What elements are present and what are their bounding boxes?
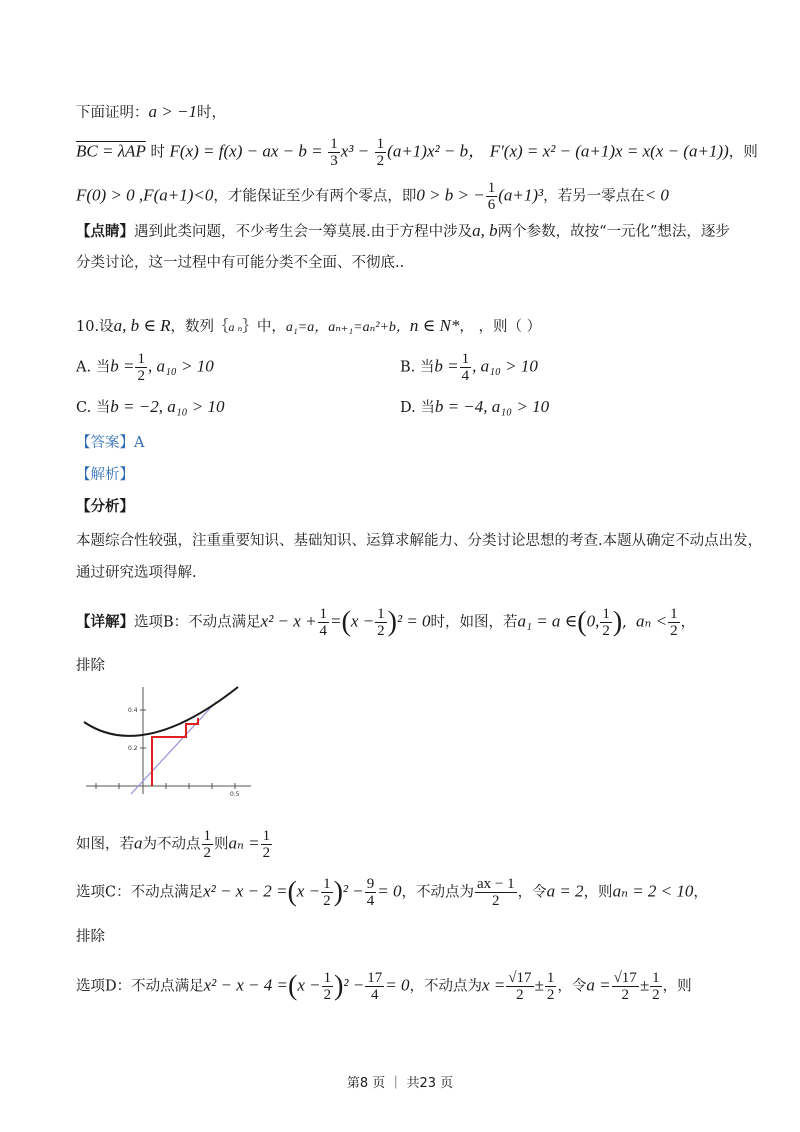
proof-intro: 下面证明：a > −1时， [76, 102, 226, 121]
detail-option-b: 【详解】选项B：不动点满足x² − x + $\frac{1}{4}$ =(x − $\frac{1}{2}$ )² = 0时，如图，若a₁ = a ∈(0, $\frac{1}{2}$ ), aₙ < $\frac{1}{2}$ ， [76, 606, 696, 639]
option-d: D. 当b = −4, a₁₀ > 10 [400, 397, 550, 416]
fraction-one-half: $\frac{1}{2}$ [376, 136, 385, 169]
option-c: C. 当b = −2, a₁₀ > 10 [76, 397, 225, 416]
fraction-one-third: $\frac{1}{3}$ [330, 136, 338, 169]
graph-axes [86, 687, 251, 794]
question-10-stem: 10.设a, b ∈ R，数列｛a ₙ｝中，a₁=a，aₙ₊₁=aₙ²+b，n ∈ N*， ，则（ ） [76, 316, 542, 335]
tick-label-04: 0.4 [128, 707, 138, 714]
tick-label-x: 0.5 [230, 791, 240, 798]
detail-option-c: 选项C：不动点满足x² − x − 2 =(x − $\frac{1}{2}$ )² − $\frac{9}{4}$ = 0，不动点为 $\frac{ax - 1}{2}$ ，令a = 2，则aₙ = 2 < 10， [76, 876, 708, 909]
parabola-curve [84, 687, 238, 736]
fraction-one-sixth: $\frac{1}{6}$ [487, 180, 496, 213]
fenxi-line-2: 通过研究选项得解. [76, 565, 197, 581]
fixed-point-line: 如图，若a为不动点 $\frac{1}{2}$ 则aₙ = $\frac{1}{2}$ [76, 828, 271, 861]
option-a: A. 当b = $\frac{1}{2}$ , a₁₀ > 10 [76, 351, 214, 384]
fenxi-line-1: 本题综合性较强，注重重要知识、基础知识、运算求解能力、分类讨论思想的考查.本题从确定不动点出发， [76, 533, 763, 549]
proof-derivative-line: BC = λAP 时 F(x) = f(x) − ax − b = $\frac{1}{3}$ x³ − $\frac{1}{2}$ (a+1)x² − b， F′(x) = x² − (a+1)x = x(x − (a+1))，则 [76, 136, 758, 169]
option-b: B. 当b = $\frac{1}{4}$ , a₁₀ > 10 [400, 351, 538, 384]
tick-label-02: 0.2 [128, 745, 138, 752]
page-footer: 第8 页 ｜ 共23 页 [346, 1076, 454, 1091]
graph-ticks [96, 710, 235, 789]
cobweb-graph [76, 682, 266, 802]
note-line-1: 【点睛】遇到此类问题，不少考生会一筹莫展.由于方程中涉及a, b两个参数，故按“一元化”想法，逐步 [76, 221, 730, 240]
note-line-2: 分类讨论，这一过程中有可能分类不全面、不彻底.. [76, 255, 405, 271]
fenxi-tag: 【分析】 [76, 498, 134, 515]
analysis-tag: 【解析】 [76, 467, 134, 483]
exclude-1: 排除 [76, 658, 105, 674]
exclude-2: 排除 [76, 929, 105, 945]
detail-option-d: 选项D：不动点满足x² − x − 4 =(x − $\frac{1}{2}$ )² − $\frac{17}{4}$ = 0，不动点为x = $\frac{√17}{2}$ ± $\frac{1}{2}$ ，令a = $\frac{√17}{2}$ ± $\frac{1}{2}$ ，则 [76, 970, 692, 1003]
answer-line: 【答案】A [76, 435, 145, 451]
proof-zero-condition: F(0) > 0 ,F(a+1)<0，才能保证至少有两个零点，即0 > b > − $\frac{1}{6}$ (a+1)³，若另一零点在< 0 [76, 180, 669, 213]
